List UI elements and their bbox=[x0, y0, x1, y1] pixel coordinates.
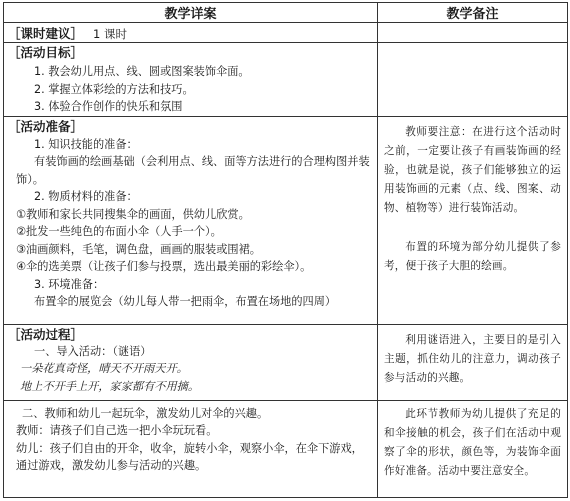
process-row-1 bbox=[4, 324, 568, 400]
goals-row bbox=[4, 43, 568, 117]
time-cell bbox=[4, 23, 378, 43]
time-row bbox=[4, 23, 568, 43]
time-value: 1 课时 bbox=[93, 27, 127, 41]
header-right: 教学备注 bbox=[378, 3, 568, 23]
process-cell-2 bbox=[4, 400, 378, 498]
process-title: ［活动过程］ bbox=[8, 326, 84, 342]
process-note-2: 此环节教师为幼儿提供了充足的和伞接触的机会，孩子们在活动中观察了伞的形状，颜色等，为装饰伞面作好准备。活动中要注意安全。 bbox=[384, 407, 561, 477]
goals-note-cell bbox=[378, 43, 568, 117]
time-label: ［课时建议］ bbox=[8, 26, 84, 41]
prep-line: ③油画颜料，毛笔，调色盘，画画的服装或围裙。 bbox=[16, 242, 261, 256]
riddle-line: 一朵花真奇怪，晴天不开雨天开。 bbox=[20, 362, 188, 375]
prep-title: ［活动准备］ bbox=[8, 118, 84, 134]
prep-cell bbox=[4, 116, 378, 324]
prep-row bbox=[4, 116, 568, 324]
header-row bbox=[4, 3, 568, 23]
process-note-cell-2 bbox=[378, 400, 568, 498]
prep-line: ①教师和家长共同搜集伞的画面，供幼儿欣赏。 bbox=[16, 207, 250, 221]
prep-line: 有装饰画的绘画基础（会利用点、线、面等方法进行的合理构图并装饰）。 bbox=[16, 155, 370, 186]
process-cell-1 bbox=[4, 324, 378, 400]
prep-note-2: 布置的环境为部分幼儿提供了参考，便于孩子大胆的绘画。 bbox=[384, 240, 561, 272]
riddle-line: 地上不开手上开，家家都有不用摘。 bbox=[20, 379, 200, 393]
lesson-plan-table bbox=[3, 2, 568, 498]
prep-line: ②批发一些纯色的布面小伞（人手一个）。 bbox=[16, 225, 222, 238]
step1-title: 一、导入活动：（谜语） bbox=[34, 344, 152, 358]
time-note-cell bbox=[378, 23, 568, 43]
goals-cell bbox=[4, 43, 378, 117]
prep-line: 布置伞的展览会（幼儿每人带一把雨伞，布置在场地的四周） bbox=[34, 295, 337, 308]
goal-item: 3. 体验合作创作的快乐和氛围 bbox=[34, 100, 183, 113]
process-note-1: 利用谜语进入，主要目的是引入主题，抓住幼儿的注意力，调动孩子参与活动的兴趣。 bbox=[384, 333, 561, 384]
step2-title: 二、教师和幼儿一起玩伞，激发幼儿对伞的兴趣。 bbox=[22, 406, 269, 420]
process-row-2 bbox=[4, 400, 568, 498]
prep-note-1: 教师要注意：在进行这个活动时之前，一定要让孩子有画装饰画的经验，也就是说，孩子们能够独立的运用装饰画的元素（点、线、图案、动物、植物等）进行装饰活动。 bbox=[384, 125, 561, 214]
step2-line: 教师：请孩子们自己选一把小伞玩玩看。 bbox=[16, 424, 218, 437]
header-left: 教学详案 bbox=[4, 3, 378, 23]
goal-item: 2. 掌握立体彩绘的方法和技巧。 bbox=[34, 82, 194, 96]
prep-line: 1. 知识技能的准备： bbox=[34, 137, 138, 151]
prep-line: 2. 物质材料的准备： bbox=[34, 190, 138, 203]
goal-item: 1. 教会幼儿用点、线、圆或图案装饰伞面。 bbox=[34, 65, 250, 78]
process-note-cell-1 bbox=[378, 324, 568, 400]
prep-line: ④伞的选美票（让孩子们参与投票，选出最美丽的彩绘伞）。 bbox=[16, 260, 312, 273]
prep-line: 3. 环境准备： bbox=[34, 277, 105, 291]
prep-note-cell bbox=[378, 116, 568, 324]
goals-title: ［活动目标］ bbox=[8, 45, 84, 60]
step2-line: 幼儿：孩子们自由的开伞，收伞，旋转小伞，观察小伞，在伞下游戏，通过游戏，激发幼儿参与活动的兴趣。 bbox=[16, 441, 363, 472]
